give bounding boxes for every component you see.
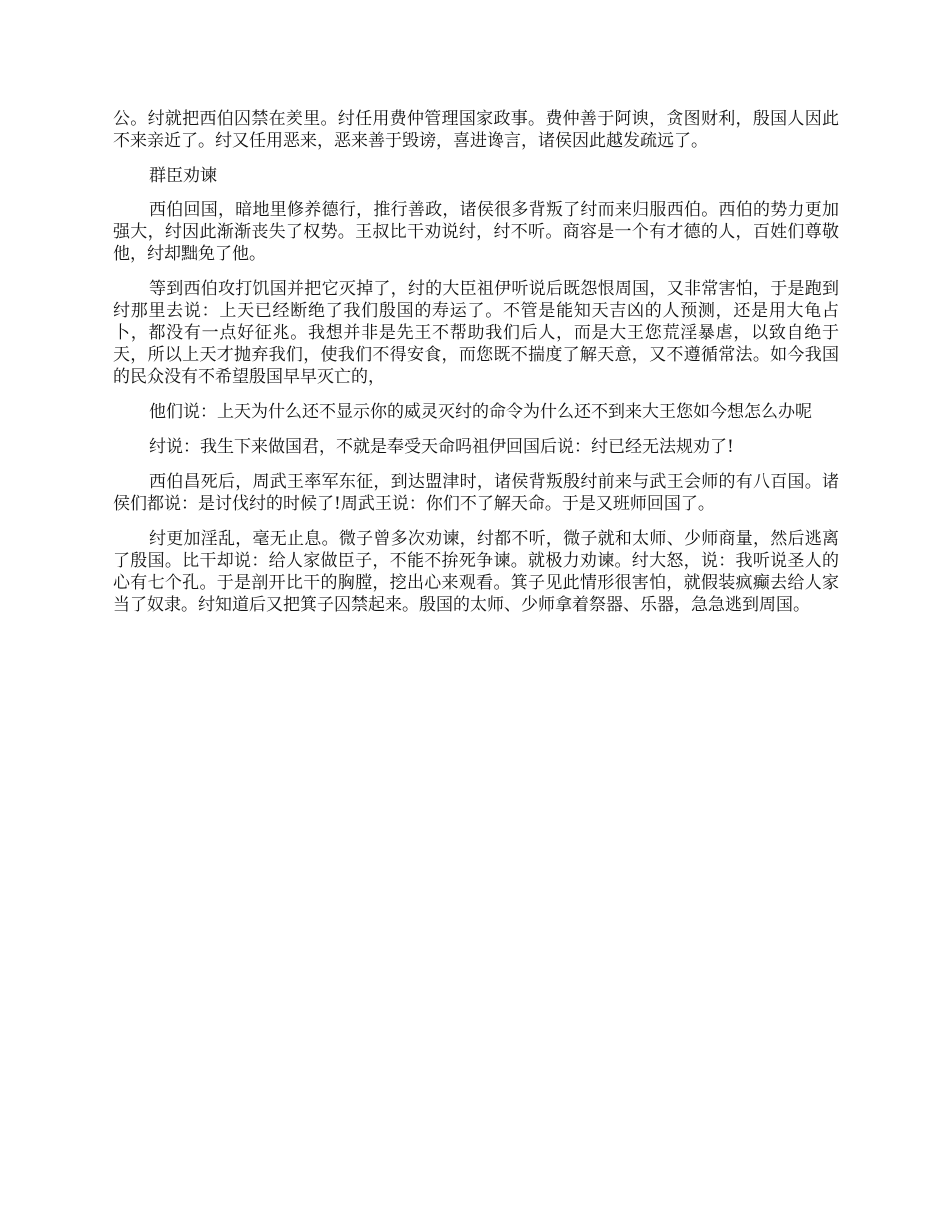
paragraph-xibo-return: 西伯回国，暗地里修养德行，推行善政，诸侯很多背叛了纣而来归服西伯。西伯的势力更加强大，纣因此渐渐丧失了权势。王叔比干劝说纣，纣不听。商容是一个有才德的人，百姓们尊敬他，纣却黜免了他。 <box>113 200 839 264</box>
paragraph-zhou-reply: 纣说：我生下来做国君，不就是奉受天命吗祖伊回国后说：纣已经无法规劝了! <box>149 437 734 457</box>
section-heading: 群臣劝谏 <box>149 166 217 186</box>
paragraph-continuation: 公。纣就把西伯囚禁在羑里。纣任用费仲管理国家政事。费仲善于阿谀，贪图财利，殷国人因此不来亲近了。纣又任用恶来，恶来善于毁谤，喜进谗言，诸侯因此越发疏远了。 <box>113 109 839 151</box>
paragraph-zuyi-warning: 等到西伯攻打饥国并把它灭掉了，纣的大臣祖伊听说后既怨恨周国，又非常害怕，于是跑到纣那里去说：上天已经断绝了我们殷国的寿运了。不管是能知天吉凶的人预测，还是用大龟占卜，都没有一点好征兆。我想并非是先王不帮助我们后人，而是大王您荒淫暴虐，以致自绝于天，所以上天才抛弃我们，使我们不得安食，而您既不揣度了解天意，又不遵循常法。如今我国的民众没有不希望殷国早早灭亡的， <box>113 279 839 387</box>
paragraph-bigan-jizi: 纣更加淫乱，毫无止息。微子曾多次劝谏，纣都不听，微子就和太师、少师商量，然后逃离了殷国。比干却说：给人家做臣子，不能不拚死争谏。就极力劝谏。纣大怒，说：我听说圣人的心有七个孔。于是剖开比干的胸膛，挖出心来观看。箕子见此情形很害怕，就假装疯癫去给人家当了奴隶。纣知道后又把箕子囚禁起来。殷国的太师、少师拿着祭器、乐器，急急逃到周国。 <box>113 529 839 615</box>
paragraph-people-say: 他们说：上天为什么还不显示你的威灵灭纣的命令为什么还不到来大王您如今想怎么办呢 <box>149 402 812 422</box>
document-page <box>113 108 839 629</box>
paragraph-king-wu: 西伯昌死后，周武王率军东征，到达盟津时，诸侯背叛殷纣前来与武王会师的有八百国。诸侯们都说：是讨伐纣的时候了!周武王说：你们不了解天命。于是又班师回国了。 <box>113 472 839 514</box>
